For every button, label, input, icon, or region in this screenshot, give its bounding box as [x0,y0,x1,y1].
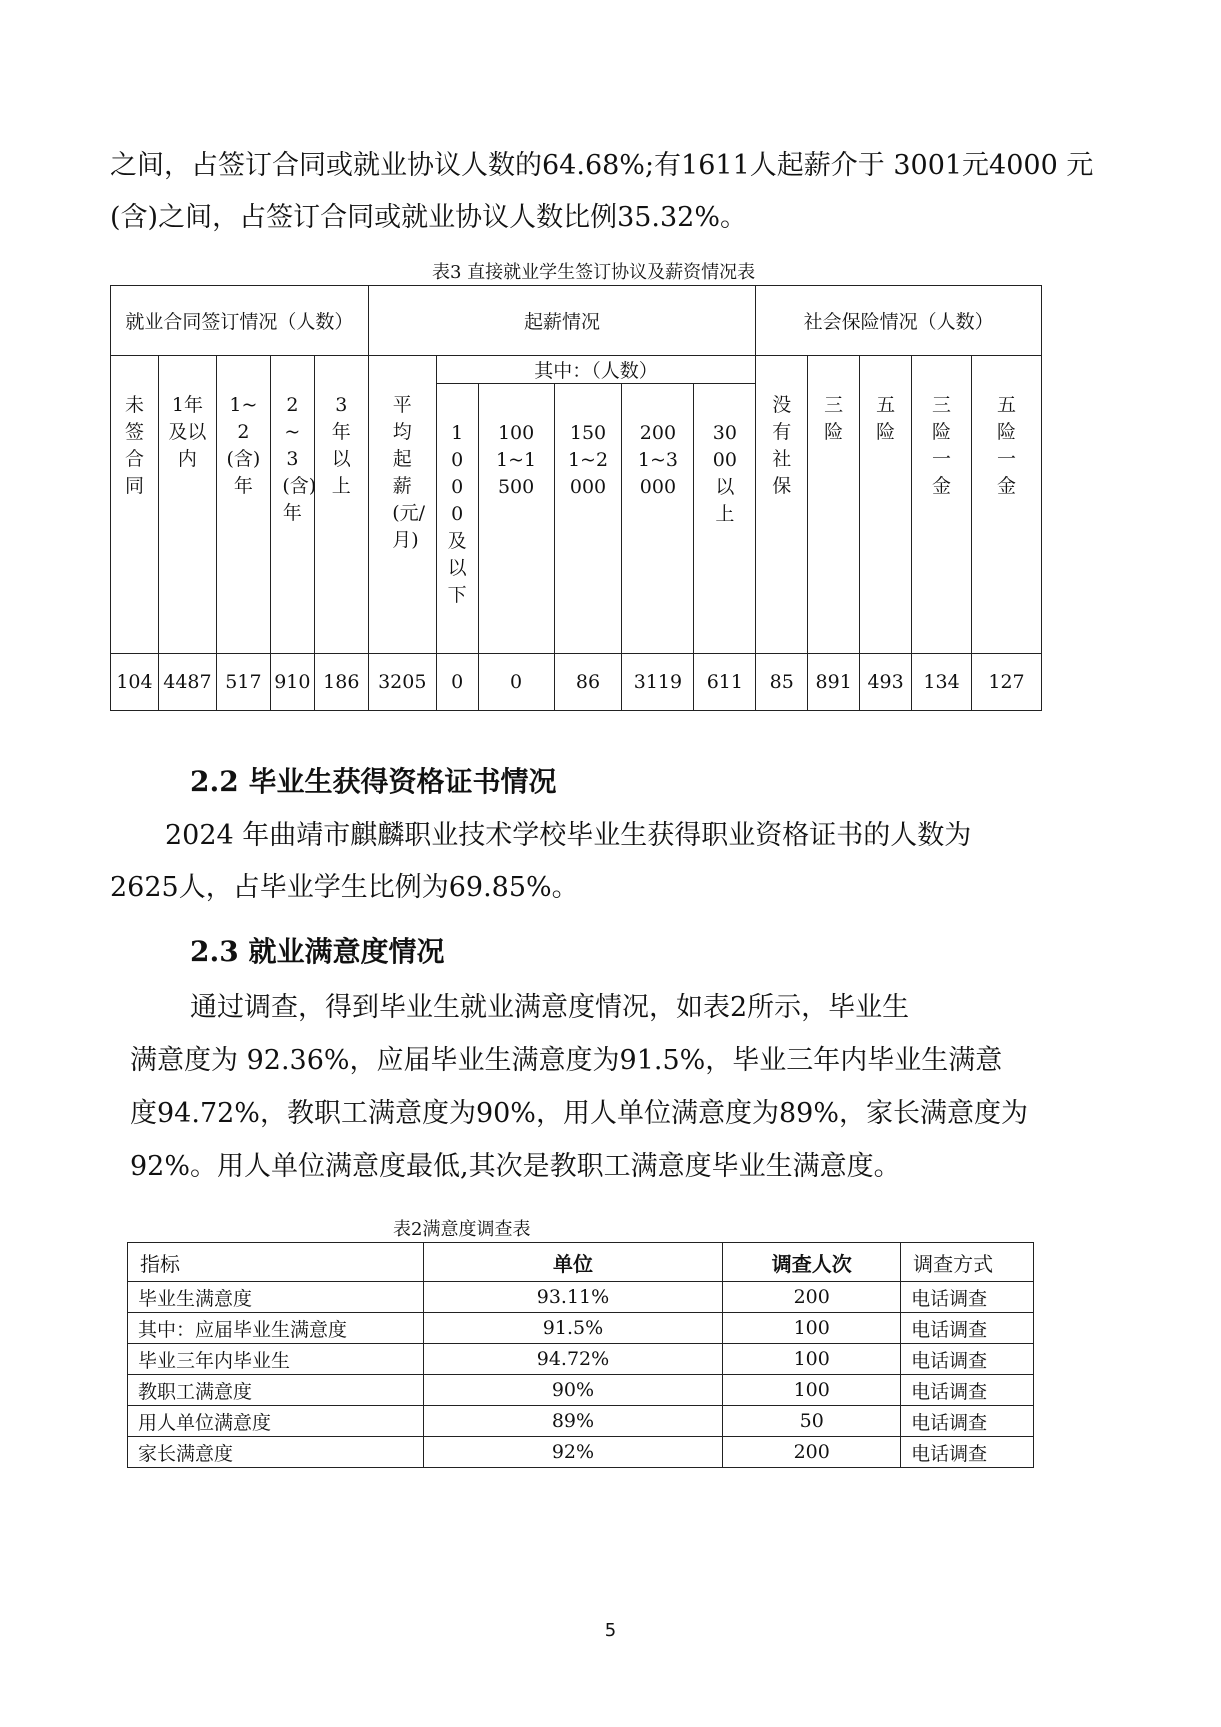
table-row [128,1406,1034,1437]
section-22-line-1: 2024 年曲靖市麒麟职业技术学校毕业生获得职业资格证书的人数为 [165,820,972,851]
employment-salary-table [110,285,1042,711]
value-cell: 3119 [622,654,694,711]
intro-line-2: (含)之间，占签订合同或就业协议人数比例35.32%。 [110,202,748,233]
value-cell: 611 [694,654,756,711]
section-23-line-2: 满意度为 92.36%，应届毕业生满意度为91.5%，毕业三年内毕业生满意 [130,1045,1003,1076]
value-cell: 517 [216,654,270,711]
among-subheader: 其中：（人数） [436,356,756,384]
rate-cell: 93.11% [423,1282,723,1313]
section-23-line-1: 通过调查，得到毕业生就业满意度情况，如表2所示，毕业生 [190,992,910,1023]
col-header: 三险 [808,356,860,654]
indicator-cell: 毕业生满意度 [128,1282,424,1313]
satisfaction-table [127,1242,1034,1468]
method-cell: 电话调查 [901,1406,1034,1437]
group-contract-header: 就业合同签订情况（人数） [111,286,369,356]
value-cell: 493 [860,654,912,711]
value-cell: 910 [270,654,314,711]
page-number: 5 [604,1620,617,1641]
indicator-cell: 教职工满意度 [128,1375,424,1406]
col-header: 3年以上 [314,356,368,654]
rate-cell: 90% [423,1375,723,1406]
method-cell: 电话调查 [901,1344,1034,1375]
table-row [128,1313,1034,1344]
value-cell: 4487 [158,654,216,711]
col-header: 1501~2000 [554,384,622,654]
value-cell: 891 [808,654,860,711]
rate-cell: 92% [423,1437,723,1468]
value-cell: 0 [436,654,478,711]
col-header: 五险一金 [972,356,1042,654]
value-cell: 86 [554,654,622,711]
table-header-row [128,1243,1034,1282]
header-cell: 单位 [423,1243,723,1282]
section-23-line-3: 度94.72%，教职工满意度为90%，用人单位满意度为89%，家长满意度为 [130,1098,1028,1129]
count-cell: 100 [723,1313,901,1344]
rate-cell: 91.5% [423,1313,723,1344]
value-cell: 134 [912,654,972,711]
count-cell: 50 [723,1406,901,1437]
indicator-cell: 其中：应届毕业生满意度 [128,1313,424,1344]
col-header: 五险 [860,356,912,654]
col-header: 3000以上 [694,384,756,654]
count-cell: 100 [723,1344,901,1375]
indicator-cell: 家长满意度 [128,1437,424,1468]
col-header: 平均起薪(元/月) [368,356,436,654]
table2-caption: 表2满意度调查表 [393,1219,531,1240]
section-23-line-4: 92%。用人单位满意度最低,其次是教职工满意度毕业生满意度。 [130,1151,901,1182]
header-cell: 指标 [128,1243,424,1282]
table-row [128,1375,1034,1406]
col-header: 2~3(含)年 [270,356,314,654]
section-22-line-2: 2625人，占毕业学生比例为69.85%。 [110,872,579,903]
value-cell: 186 [314,654,368,711]
count-cell: 200 [723,1437,901,1468]
table3-caption: 表3 直接就业学生签订协议及薪资情况表 [432,262,756,283]
intro-line-1: 之间，占签订合同或就业协议人数的64.68%;有1611人起薪介于 3001元4000 元 [110,150,1094,181]
value-cell: 3205 [368,654,436,711]
col-header: 1000及以下 [436,384,478,654]
group-insurance-header: 社会保险情况（人数） [756,286,1042,356]
col-header: 没有社保 [756,356,808,654]
table-row [128,1437,1034,1468]
method-cell: 电话调查 [901,1437,1034,1468]
method-cell: 电话调查 [901,1282,1034,1313]
method-cell: 电话调查 [901,1375,1034,1406]
value-cell: 127 [972,654,1042,711]
count-cell: 100 [723,1375,901,1406]
col-header: 1年及以内 [158,356,216,654]
indicator-cell: 用人单位满意度 [128,1406,424,1437]
col-header: 未签合同 [111,356,159,654]
table-row [128,1282,1034,1313]
col-header: 2001~3000 [622,384,694,654]
header-cell: 调查人次 [723,1243,901,1282]
indicator-cell: 毕业三年内毕业生 [128,1344,424,1375]
col-header: 三险一金 [912,356,972,654]
section-22-heading: 2.2 毕业生获得资格证书情况 [190,765,557,798]
section-23-heading: 2.3 就业满意度情况 [190,935,445,968]
group-salary-header: 起薪情况 [368,286,756,356]
header-cell: 调查方式 [901,1243,1034,1282]
rate-cell: 94.72% [423,1344,723,1375]
col-header: 1001~1500 [478,384,554,654]
count-cell: 200 [723,1282,901,1313]
rate-cell: 89% [423,1406,723,1437]
col-header: 1~2(含)年 [216,356,270,654]
method-cell: 电话调查 [901,1313,1034,1344]
value-cell: 0 [478,654,554,711]
value-cell: 85 [756,654,808,711]
value-cell: 104 [111,654,159,711]
table-row [128,1344,1034,1375]
